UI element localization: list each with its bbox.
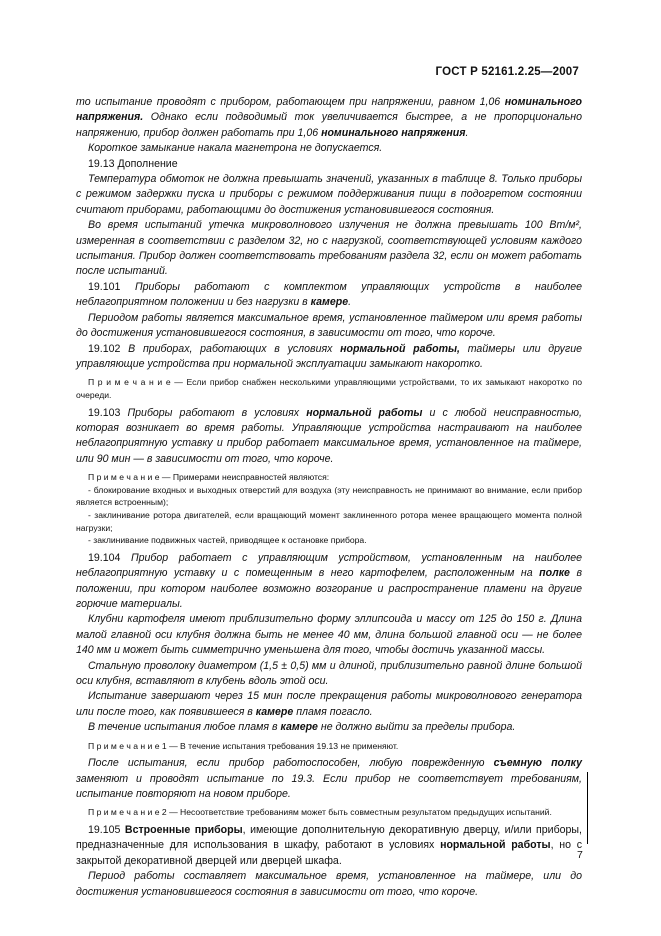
paragraph [76,720,582,735]
note-label: П р и м е ч а н и е [88,377,171,388]
term: камере [255,705,294,718]
paragraph [76,823,582,869]
paragraph [76,280,582,311]
term: камере [310,296,349,309]
text: таймеры или другие управляющие устройства при нормальной эксплуатации замыкают накоротко. [76,342,582,370]
text: . [465,126,469,139]
note [76,376,582,401]
term: нормальной работы, [340,342,460,355]
clause-number: 19.102 [88,342,129,355]
text: то испытание проводят с прибором, работающем при напряжении, равном 1,06 [76,96,505,108]
paragraph: Температура обмоток не должна превышать значений, указанных в таблице 8. Только приборы с режимом задержки пуска и приборы с режимом поддерживания пищи в подогретом состоянии считают приборами, работающими до достижения установившегося состояния. [76,173,582,216]
note-text: — Примерами неисправностей являются: [159,472,330,483]
text: Прибор работает с управляющим устройством, установленным на наиболее неблагоприятную уставку и с помещенным в него картофелем, расположенным на [76,551,582,580]
note-label: П р и м е ч а н и е 2 [88,807,167,818]
note-item: - заклинивание подвижных частей, приводящее к остановке прибора. [88,535,367,546]
term: полке [539,567,570,580]
paragraph: Во время испытаний утечка микроволнового излучения не должна превышать 100 Вт/м², измеренная в соответствии с разделом 32, но с нагрузкой, соответствующей условиям каждого испытания. Прибор должен соответствовать требованиям раздела 32, если он может работать после испытаний. [76,219,582,278]
term: номинального напряжения. [76,96,582,124]
term: камере [280,721,318,734]
clause-number: 19.103 [88,406,128,419]
text: Приборы работают в условиях [127,406,307,419]
term: номинального напряжения [321,126,466,139]
change-bar [587,772,588,844]
paragraph [76,95,582,141]
text: пламя погасло. [293,705,373,718]
clause-number: 19.104 [88,551,131,564]
text: , но с закрытой декоративной дверцей или дверцей шкафа. [76,839,582,867]
text: не должно выйти за пределы прибора. [317,721,516,734]
note [76,806,582,819]
paragraph: Клубни картофеля имеют приблизительно форму эллипсоида и массу от 125 до 150 г. Длина малой главной оси клубня должна быть не менее 40 мм, длина большой главной оси — не более 140 мм и может быть симметрично уменьшена для того, чтобы достичь указанной массы. [76,613,582,657]
text: , имеющие дополнительную декоративную дверцу, и/или приборы, предназначенные для использования в шкафу, работают в условиях [76,823,582,852]
section-heading: 19.13 Дополнение [88,157,178,170]
term: нормальной работы [440,839,551,852]
paragraph [76,406,582,468]
paragraph [76,342,582,373]
clause-number: 19.101 [88,280,135,293]
note-text: — Если прибор снабжен несколькими управляющими устройствами, то их замыкают накоротко по очереди. [76,377,583,400]
document-header: ГОСТ Р 52161.2.25—2007 [435,66,579,78]
note [76,471,582,484]
page-number: 7 [577,849,583,861]
text: Однако если подводимый ток увеличивается быстрее, а не пропорционально напряжению, прибор должен работать при 1,06 [76,111,582,139]
text: Испытание завершают через 15 мин после прекращения работы микроволнового генератора или после того, как появившееся в [76,690,582,718]
page-body [76,95,582,900]
text: В течение испытания любое пламя в [88,721,281,734]
term: съемную полку [493,757,582,770]
text: в положении, при котором наиболее возможно возгорание и распространение пламени на другие горючие материалы. [76,567,582,610]
text: . [348,296,352,309]
paragraph: Стальную проволоку диаметром (1,5 ± 0,5) мм и длиной, приблизительно равной длине большой оси клубня, вставляют в клубень вдоль этой оси. [76,659,582,687]
note-text: — Несоответствие требованиям может быть совместным результатом предыдущих испытаний. [166,807,552,818]
note-label: П р и м е ч а н и е [88,472,160,483]
text: Приборы работают с комплектом управляющих устройств в наиболее неблагоприятном положении и без нагрузки в [76,280,582,309]
term: нормальной работы [306,406,423,419]
paragraph: Короткое замыкание накала магнетрона не допускается. [88,142,383,155]
note [76,740,582,753]
paragraph [76,689,582,720]
text: заменяют и проводят испытание по 19.3. Если прибор не соответствует требованиям, испытание повторяют на новом приборе. [76,772,582,800]
note-item: - блокирование входных и выходных отверстий для воздуха (эту неисправность не принимают во внимание, если прибор является встроенным); [76,484,582,508]
clause-number: 19.105 [88,823,125,836]
text: и с любой неисправностью, которая возникает во время работы. Управляющие устройства настраивают на наиболее неблагоприятную уставку и прибор работает максимальное время, установленное на таймере, или 90 мин — в зависимости от того, что короче. [76,406,582,465]
term: Встроенные приборы [124,823,243,836]
note-item: - заклинивание ротора двигателей, если вращающий момент заклиненного ротора менее вращающего момента полной нагрузки; [76,509,582,533]
text: В приборах, работающих в условиях [128,342,341,355]
paragraph [76,551,582,613]
text: После испытания, если прибор работоспособен, любую поврежденную [88,757,494,770]
note-text: — В течение испытания требования 19.13 не применяют. [166,740,399,751]
paragraph: Периодом работы является максимальное время, установленное таймером или время работы до достижения установившегося состояния, в зависимости от того, что короче. [76,311,582,340]
paragraph: Период работы составляет максимальное время, установленное на таймере, или до достижения установившегося состояния в зависимости от того, что короче. [76,870,582,898]
note-label: П р и м е ч а н и е 1 [88,740,167,751]
paragraph [76,756,582,802]
